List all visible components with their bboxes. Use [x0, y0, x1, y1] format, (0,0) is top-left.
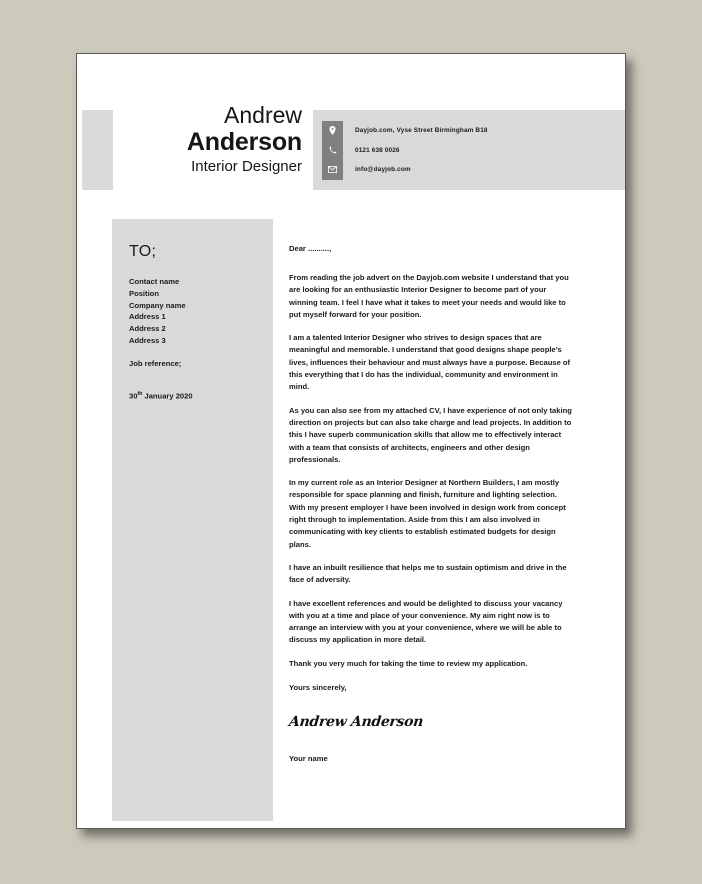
signature: Andrew Anderson	[288, 714, 424, 731]
job-reference-label: Job reference;	[129, 359, 182, 368]
contact-icon-strip	[322, 121, 343, 180]
recipient-line: Address 2	[129, 324, 166, 334]
contact-phone: 0121 638 0026	[355, 146, 400, 154]
contact-address: Dayjob.com, Vyse Street Birmingham B18	[355, 127, 488, 135]
recipient-line: Company name	[129, 300, 186, 310]
to-heading: TO;	[129, 243, 157, 260]
recipient-sidebar	[112, 219, 273, 821]
envelope-icon	[322, 160, 343, 180]
letter-paragraph: I have excellent references and would be delighted to discuss your vacancy with you at a time and place of your convenience. My aim right now is to arrange an interview with you at your convenience, where we will be able to discuss my application in more detail.	[289, 598, 563, 645]
your-name-placeholder: Your name	[289, 754, 328, 764]
letter-date	[129, 391, 193, 401]
location-pin-icon	[322, 121, 343, 141]
letter-paragraph: In my current role as an Interior Designer at Northern Builders, I am mostly responsible for space planning and finish, furniture and lighting selection. With my present employer I have been involved in design work from concept right through to implementation. Aside from this I am also involved in communicating with key clients to establish estimated budgets for design plans.	[289, 478, 566, 549]
recipient-line: Address 3	[129, 335, 166, 345]
document-page	[76, 53, 626, 829]
letter-body	[289, 244, 572, 763]
header-accent-block	[82, 110, 113, 190]
date-ordinal-suffix: th	[137, 391, 143, 397]
closing-line: Yours sincerely,	[289, 683, 347, 693]
phone-icon	[322, 141, 343, 161]
date-month-year: January 2020	[142, 391, 193, 401]
contact-header-band	[313, 110, 625, 190]
letter-paragraph: I am a talented Interior Designer who strives to design spaces that are meaningful and memorable. I understand that good designs shape people’s lives, influences their behaviour and must always have a purpose. Because of this everything that I do has the individual, community and environment in mind.	[289, 333, 571, 392]
recipient-line: Position	[129, 288, 159, 298]
letter-paragraph: From reading the job advert on the Dayjob.com website I understand that you are looking for an enthusiastic Interior Designer to become part of your winning team. I feel I have what it takes to meet your needs and would like to put myself forward for your position.	[289, 273, 569, 319]
letter-paragraph: As you can also see from my attached CV, I have experience of not only taking direction on projects but can also take charge and lead projects. In addition to this I have superb communication skills that allow me to effectively interact with a team that consists of architects, engineers and other design professionals.	[289, 405, 572, 464]
recipient-address-block	[129, 276, 186, 347]
first-name: Andrew	[224, 102, 302, 128]
letter-paragraph: I have an inbuilt resilience that helps me to sustain optimism and drive in the face of adversity.	[289, 562, 567, 585]
contact-email: info@dayjob.com	[355, 166, 411, 174]
salutation: Dear ..........,	[289, 244, 332, 253]
last-name: Anderson	[186, 128, 302, 156]
contact-details-list	[355, 121, 619, 180]
letter-paragraph: Thank you very much for taking the time to review my application.	[289, 658, 528, 668]
recipient-line: Address 1	[129, 312, 166, 322]
date-day: 30	[129, 391, 138, 401]
recipient-line: Contact name	[129, 277, 180, 286]
job-title: Interior Designer	[191, 158, 302, 175]
name-title-block	[117, 102, 302, 178]
